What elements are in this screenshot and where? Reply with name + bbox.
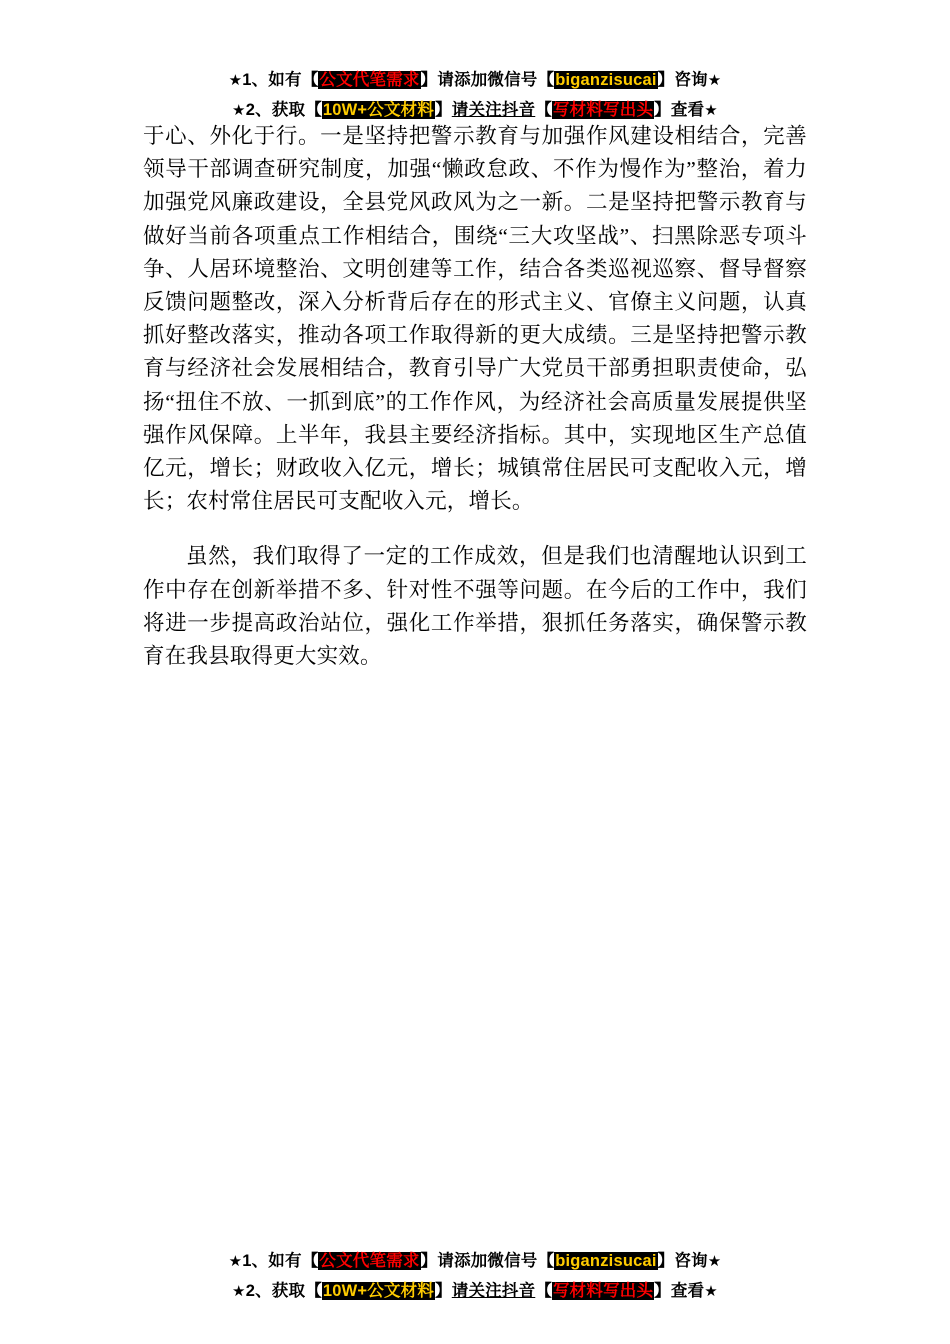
star-right-icon: ★ [707,72,722,89]
promo-prefix: 1、如有 [242,71,302,89]
document-body [143,120,807,673]
promo-middle: 请添加微信号 [437,71,538,89]
star-left-icon: ★ [228,72,243,89]
bracket-open-8: 【 [535,1282,552,1300]
promo-prefix-2: 2、获取 [245,101,306,119]
bracket-close-8: 】 [654,1282,671,1300]
star-left-icon-4: ★ [232,1283,246,1300]
bracket-close-4: 】 [654,101,671,119]
promo-banner-bottom-line-2 [0,1277,950,1301]
promo-banner-top-line-2 [0,96,950,120]
bracket-open-3: 【 [305,101,322,119]
promo-middle-4: 请关注抖音 [451,1282,536,1300]
paragraph-2: 虽然，我们取得了一定的工作成效，但是我们也清醒地认识到工作中存在创新举措不多、针对性不强等问题。在今后的工作中，我们将进一步提高政治站位，强化工作举措，狠抓任务落实，确保警示教育在我县取得更大实效。 [143,544,807,669]
bracket-close-6: 】 [657,1252,675,1270]
promo-banner-bottom-line-1 [0,1247,950,1271]
promo-douyin-account-2: 写材料写出头 [552,1282,654,1300]
bracket-open-5: 【 [301,1252,319,1270]
bracket-close-7: 】 [435,1282,452,1300]
promo-keyword-service-2: 公文代笔需求 [319,1252,420,1270]
bracket-open: 【 [301,71,319,89]
bracket-close: 】 [420,71,438,89]
promo-wechat-id: biganzisucai [555,71,657,89]
promo-middle-3: 请添加微信号 [437,1252,538,1270]
promo-prefix-4: 2、获取 [245,1282,306,1300]
bracket-close-2: 】 [657,71,675,89]
promo-prefix-3: 1、如有 [242,1252,302,1270]
bracket-open-4: 【 [535,101,552,119]
bracket-open-7: 【 [305,1282,322,1300]
promo-keyword-materials: 10W+公文材料 [322,101,435,119]
star-right-icon-2: ★ [704,102,718,119]
promo-suffix: 咨询 [674,71,708,89]
star-right-icon-4: ★ [704,1283,718,1300]
promo-middle-2: 请关注抖音 [451,101,536,119]
bracket-close-3: 】 [435,101,452,119]
promo-suffix-2: 查看 [670,101,705,119]
promo-keyword-materials-2: 10W+公文材料 [322,1282,435,1300]
paragraph-1: 于心、外化于行。一是坚持把警示教育与加强作风建设相结合，完善领导干部调查研究制度，加强“懒政怠政、不作为慢作为”整治，着力加强党风廉政建设，全县党风政风为之一新。二是坚持把警示教育与做好当前各项重点工作相结合，围绕“三大攻坚战”、扫黑除恶专项斗争、人居环境整治、文明创建等工作，结合各类巡视巡察、督导督察反馈问题整改，深入分析背后存在的形式主义、官僚主义问题，认真抓好整改落实，推动各项工作取得新的更大成绩。三是坚持把警示教育与经济社会发展相结合，教育引导广大党员干部勇担职责使命，弘扬“扭住不放、一抓到底”的工作作风，为经济社会高质量发展提供坚强作风保障。上半年，我县主要经济指标。其中，实现地区生产总值亿元，增长；财政收入亿元，增长；城镇常住居民可支配收入元，增长；农村常住居民可支配收入元，增长。 [143,124,807,514]
promo-wechat-id-2: biganzisucai [555,1252,657,1270]
star-right-icon-3: ★ [707,1253,722,1270]
star-left-icon-3: ★ [228,1253,243,1270]
promo-banner-top-line-1 [0,66,950,90]
promo-keyword-service: 公文代笔需求 [319,71,420,89]
promo-suffix-3: 咨询 [674,1252,708,1270]
promo-suffix-4: 查看 [670,1282,705,1300]
promo-douyin-account: 写材料写出头 [552,101,654,119]
bracket-open-2: 【 [537,71,555,89]
bracket-close-5: 】 [420,1252,438,1270]
star-left-icon-2: ★ [232,102,246,119]
bracket-open-6: 【 [537,1252,555,1270]
